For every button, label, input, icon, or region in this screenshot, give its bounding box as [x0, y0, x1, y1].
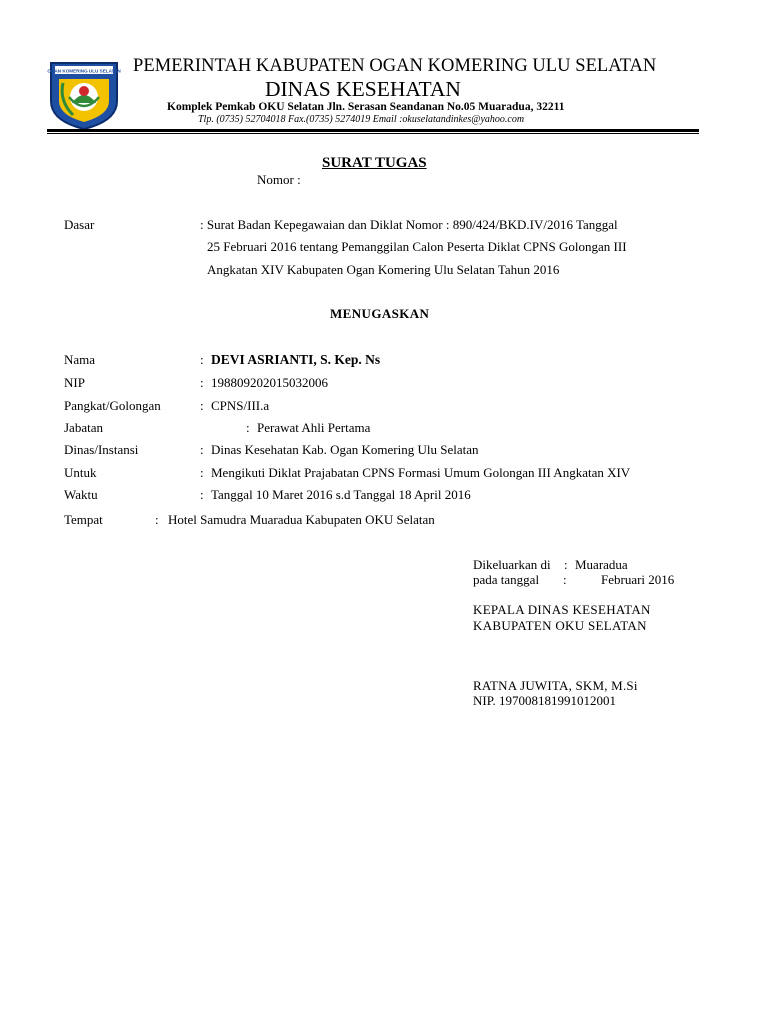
- field-colon: :: [200, 398, 204, 413]
- field-label: Waktu: [64, 487, 98, 502]
- regency-logo: [47, 57, 121, 131]
- issued-date-label: pada tanggal: [473, 572, 540, 587]
- letterhead-rule-thick: [47, 129, 699, 132]
- field-colon: :: [155, 512, 159, 527]
- issued-at-value: Muaradua: [575, 557, 628, 572]
- issued-at-colon: :: [564, 557, 568, 572]
- signatory-name: RATNA JUWITA, SKM, M.Si: [473, 678, 638, 693]
- issued-at-label: Dikeluarkan di: [473, 557, 551, 572]
- field-label: NIP: [64, 375, 85, 390]
- assignment-heading: MENUGASKAN: [330, 306, 430, 321]
- field-label: Nama: [64, 352, 96, 367]
- signatory-title-line-2: KABUPATEN OKU SELATAN: [473, 618, 647, 633]
- document-title: SURAT TUGAS: [322, 155, 427, 171]
- department-name: DINAS KESEHATAN: [265, 77, 461, 101]
- field-colon: :: [246, 420, 250, 435]
- field-value: CPNS/III.a: [211, 398, 270, 413]
- field-value: Tanggal 10 Maret 2016 s.d Tanggal 18 April 2016: [211, 487, 471, 502]
- field-colon: :: [200, 352, 204, 367]
- field-value: Dinas Kesehatan Kab. Ogan Komering Ulu Selatan: [211, 442, 479, 457]
- office-contact: Tlp. (0735) 52704018 Fax.(0735) 5274019 Email :okuselatandinkes@yahoo.com: [198, 114, 525, 125]
- signatory-nip: NIP. 197008181991012001: [473, 693, 617, 708]
- office-address: Komplek Pemkab OKU Selatan Jln. Serasan Seandanan No.05 Muaradua, 32211: [167, 101, 565, 113]
- field-value: Perawat Ahli Pertama: [257, 420, 371, 435]
- field-label: Dinas/Instansi: [64, 442, 139, 457]
- basis-label: Dasar: [64, 217, 95, 232]
- field-value: Mengikuti Diklat Prajabatan CPNS Formasi Umum Golongan III Angkatan XIV: [211, 465, 631, 480]
- basis-text-line-3: Angkatan XIV Kabupaten Ogan Komering Ulu Selatan Tahun 2016: [207, 262, 560, 277]
- field-colon: :: [200, 375, 204, 390]
- field-label: Tempat: [64, 512, 103, 527]
- document-number-label: Nomor :: [257, 172, 301, 187]
- field-colon: :: [200, 487, 204, 502]
- field-value: 198809202015032006: [211, 375, 328, 390]
- basis-text-line-2: 25 Februari 2016 tentang Pemanggilan Calon Peserta Diklat CPNS Golongan III: [207, 239, 627, 254]
- basis-text-line-1: : Surat Badan Kepegawaian dan Diklat Nomor : 890/424/BKD.IV/2016 Tanggal: [200, 217, 618, 232]
- field-label: Jabatan: [64, 420, 103, 435]
- field-label: Pangkat/Golongan: [64, 398, 161, 413]
- field-value: DEVI ASRIANTI, S. Kep. Ns: [211, 352, 381, 367]
- signatory-title-line-1: KEPALA DINAS KESEHATAN: [473, 602, 651, 617]
- letterhead-rule-thin: [47, 133, 699, 134]
- issued-date-colon: :: [563, 572, 567, 587]
- field-value: Hotel Samudra Muaradua Kabupaten OKU Selatan: [168, 512, 435, 527]
- organization-name: PEMERINTAH KABUPATEN OGAN KOMERING ULU SELATAN: [133, 56, 657, 76]
- field-colon: :: [200, 442, 204, 457]
- issued-date-value: Februari 2016: [601, 572, 675, 587]
- field-colon: :: [200, 465, 204, 480]
- field-label: Untuk: [64, 465, 97, 480]
- logo-text: OGAN KOMERING ULU SELATAN: [47, 68, 121, 74]
